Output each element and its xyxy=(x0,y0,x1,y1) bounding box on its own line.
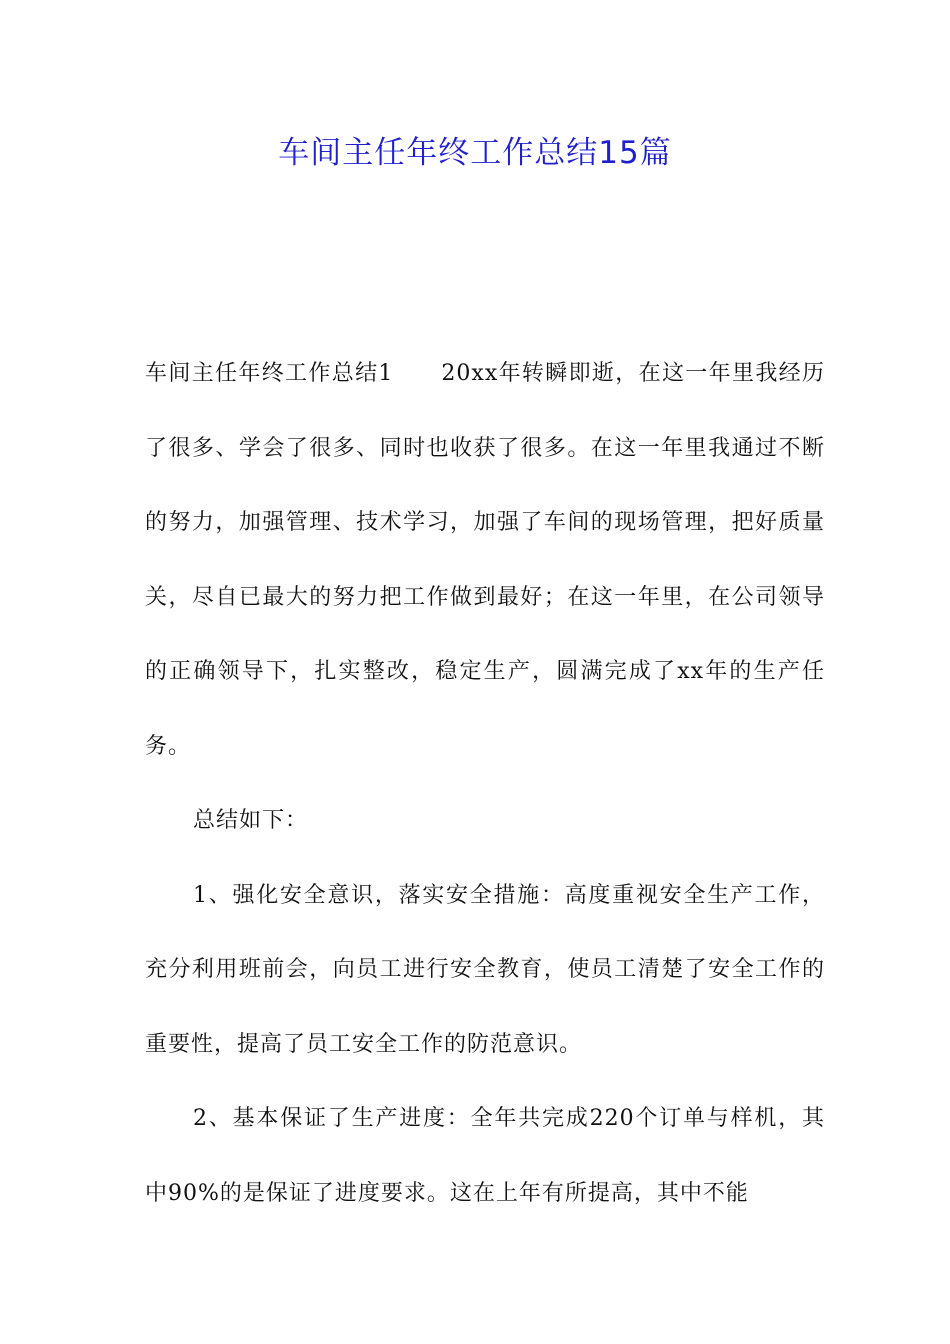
paragraph-intro xyxy=(145,337,825,784)
document-title: 车间主任年终工作总结15篇 xyxy=(278,135,672,171)
paragraph-point-2: 2、基本保证了生产进度：全年共完成220个订单与样机，其中90%的是保证了进度要求。这在上年有所提高，其中不能 xyxy=(145,1106,825,1206)
paragraph-summary-label: 总结如下： xyxy=(193,808,309,833)
paragraph-point-1: 1、强化安全意识，落实安全措施：高度重视安全生产工作，充分利用班前会，向员工进行安全教育，使员工清楚了安全工作的重要性，提高了员工安全工作的防范意识。 xyxy=(145,882,825,1057)
paragraph-text: 20xx年转瞬即逝，在这一年里我经历了很多、学会了很多、同时也收获了很多。在这一年里我通过不断的努力，加强管理、技术学习，加强了车间的现场管理，把好质量关，尽自已最大的努力把工作做到最好；在这一年里，在公司领导的正确领导下，扎实整改，稳定生产，圆满完成了xx年的生产任务。 xyxy=(145,361,826,759)
document-body xyxy=(145,337,825,1231)
section-heading: 车间主任年终工作总结1 xyxy=(145,361,394,386)
